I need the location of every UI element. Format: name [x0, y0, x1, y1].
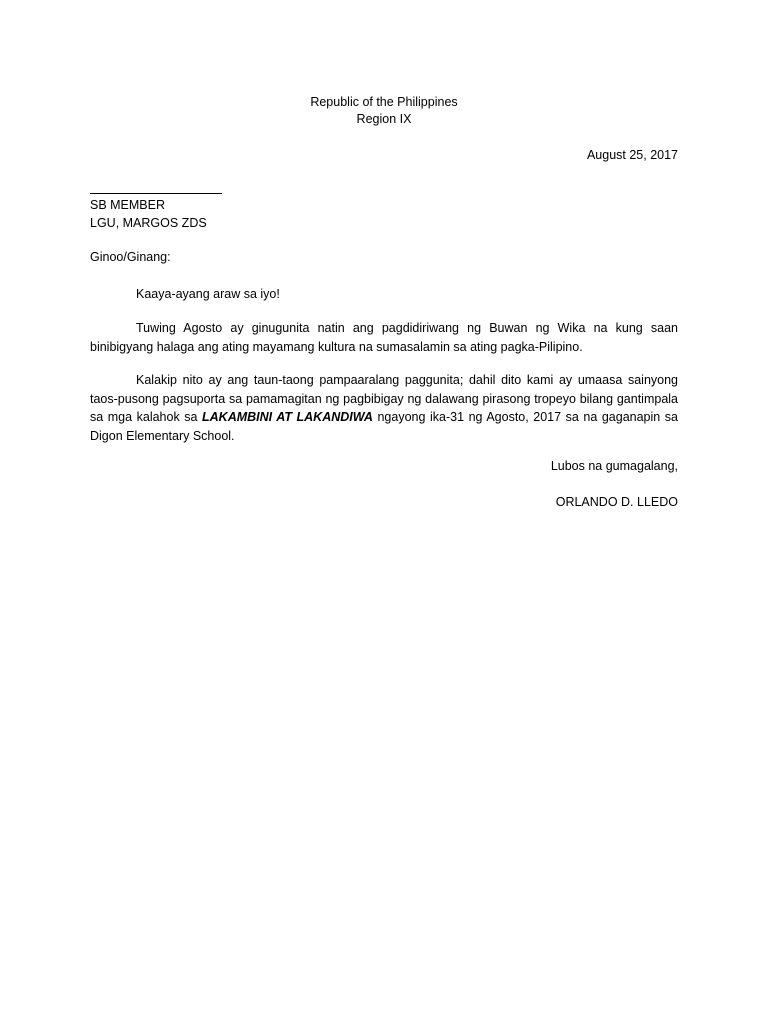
recipient-office: LGU, MARGOS ZDS — [90, 216, 207, 230]
recipient-name-blank-line — [90, 193, 222, 194]
closing: Lubos na gumagalang, — [550, 459, 678, 473]
salutation: Ginoo/Ginang: — [90, 250, 171, 264]
body-paragraph-2-text-a: Kalakip nito ay ang taun-taong pampaaralang paggunita; dahil dito kami ay umaasa sainyong taos-pusong pagsuporta sa pamamagitan ng pagbibigay ng dalawang pirasong tropeyo bilang gantimpala sa mga kalahok sa — [90, 373, 678, 424]
signatory-name: ORLANDO D. LLEDO — [555, 495, 678, 509]
recipient-position: SB MEMBER — [90, 198, 166, 212]
body-paragraph-2 — [90, 371, 678, 445]
greeting: Kaaya-ayang araw sa iyo! — [136, 287, 280, 301]
event-name-emphasis: LAKAMBINI AT LAKANDIWA — [202, 410, 373, 424]
letterhead-country: Republic of the Philippines — [310, 95, 458, 109]
body-paragraph-1: Tuwing Agosto ay ginugunita natin ang pagdidiriwang ng Buwan ng Wika na kung saan binibigyang halaga ang ating mayamang kultura na sumasalamin sa ating pagka-Pilipino. — [90, 321, 678, 354]
letterhead-region: Region IX — [356, 112, 412, 126]
letter-date: August 25, 2017 — [586, 148, 678, 162]
body-paragraph-2-text-b: ngayong ika-31 ng Agosto, 2017 sa na gaganapin sa Digon Elementary School. — [90, 410, 678, 443]
